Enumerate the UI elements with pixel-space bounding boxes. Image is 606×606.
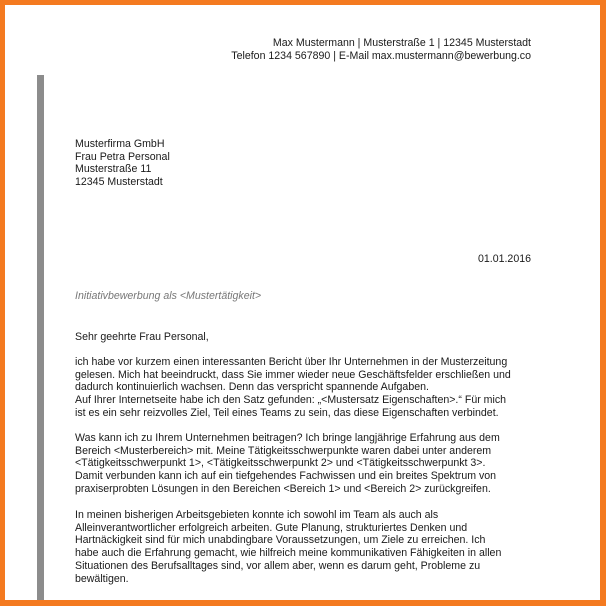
- letter-page: [5, 5, 600, 600]
- paragraph-line: Hartnäckigkeit sind für mich unabdingbare Voraussetzungen, um Ziele zu erreichen. Ich: [75, 534, 486, 547]
- paragraph-line: praxiserprobten Lösungen in den Bereichen <Bereich 1> und <Bereich 2> zurückgreifen.: [75, 482, 491, 495]
- sender-line-2: Telefon 1234 567890 | E-Mail max.mustermann@bewerbung.co: [231, 49, 531, 62]
- paragraph-line: gelesen. Mich hat beeindruckt, dass Sie immer wieder neue Geschäftsfelder erschließen und: [75, 368, 511, 381]
- paragraph-line: ich habe vor kurzem einen interessanten Bericht über Ihr Unternehmen in der Musterzeitung: [75, 356, 508, 368]
- paragraph-1: [75, 356, 511, 420]
- letter-date: 01.01.2016: [477, 253, 531, 265]
- paragraph-line: In meinen bisherigen Arbeitsgebieten konnte ich sowohl im Team als auch als: [75, 509, 439, 521]
- recipient-company: Musterfirma GmbH: [75, 138, 165, 150]
- recipient-person: Frau Petra Personal: [75, 150, 170, 163]
- paragraph-line: habe auch die Erfahrung gemacht, wie hilfreich meine kommunikativen Fähigkeiten in allen: [75, 547, 502, 560]
- sender-header: [231, 37, 531, 62]
- salutation: Sehr geehrte Frau Personal,: [75, 331, 209, 343]
- left-accent-bar: [37, 75, 44, 600]
- recipient-city: 12345 Musterstadt: [75, 176, 163, 189]
- recipient-street: Musterstraße 11: [75, 163, 152, 176]
- paragraph-2: [75, 432, 500, 496]
- paragraph-line: Bereich <Musterbereich> mit. Meine Tätigkeitsschwerpunkte waren dabei unter anderem: [75, 444, 492, 457]
- paragraph-line: Was kann ich zu Ihrem Unternehmen beitragen? Ich bringe langjährige Erfahrung aus dem: [75, 432, 500, 444]
- paragraph-line: Situationen des Berufsalltages sind, vor allem aber, wenn es darum geht, Probleme zu: [75, 559, 481, 572]
- paragraph-line: bewältigen.: [75, 572, 129, 585]
- paragraph-line: dadurch kontinuierlich wachsen. Denn das verspricht spannende Aufgaben.: [75, 381, 429, 394]
- recipient-address: [75, 138, 170, 189]
- letter-subject: Initiativbewerbung als <Mustertätigkeit>: [75, 290, 262, 302]
- paragraph-line: Auf Ihrer Internetseite habe ich den Satz gefunden: „<Mustersatz Eigenschaften>.“ Für mich: [75, 394, 507, 407]
- paragraph-line: Alleinverantwortlicher erfolgreich arbeiten. Gute Planung, strukturiertes Denken und: [75, 521, 468, 534]
- paragraph-line: <Tätigkeitsschwerpunkt 1>, <Tätigkeitsschwerpunkt 2> und <Tätigkeitsschwerpunkt 3>.: [75, 457, 486, 470]
- paragraph-3: [75, 509, 501, 585]
- paragraph-line: ist es ein sehr reizvolles Ziel, Teil eines Teams zu sein, das diese Eigenschaften verbindet.: [75, 406, 499, 419]
- sender-line-1: Max Mustermann | Musterstraße 1 | 12345 Musterstadt: [272, 37, 531, 49]
- paragraph-line: Damit verbunden kann ich auf ein tiefgehendes Fachwissen und ein breites Spektrum von: [75, 470, 497, 483]
